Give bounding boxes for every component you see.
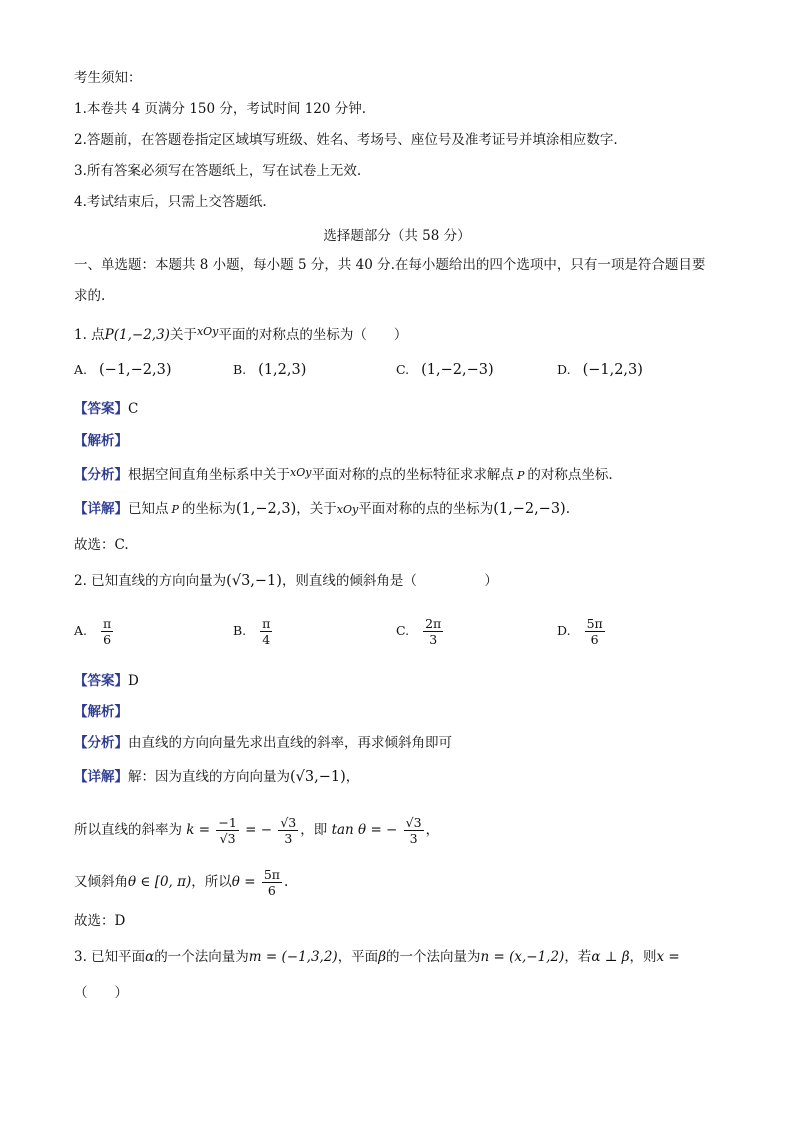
- q2-option-b[interactable]: [233, 616, 274, 647]
- section-intro-line1: 一、单选题：本题共 8 小题，每小题 5 分，共 40 分.在每小题给出的四个选项中，只有一项是符合题目要: [74, 257, 706, 273]
- frac-num: 2π: [425, 616, 442, 631]
- q1-detail-b: 的坐标为: [181, 501, 236, 517]
- q1-analysis-tag: [74, 432, 128, 450]
- q1-stem-b: 关于: [169, 327, 197, 343]
- q2-option-frac: [101, 616, 113, 647]
- q1-point: P(1,−2,3): [104, 327, 170, 343]
- q1-fenxi-b: 平面对称的点的坐标特征求求解点: [311, 467, 514, 483]
- q1-detail-e: .: [565, 501, 571, 517]
- detail-tag: 【详解】: [74, 501, 128, 517]
- frac-den: 3: [278, 830, 298, 846]
- q3-stem-e: ，若: [564, 949, 592, 965]
- q1-fenxi: [74, 464, 613, 485]
- q2-angle-b: ，所以: [191, 874, 232, 890]
- q2-angle-a: 又倾斜角: [74, 874, 128, 890]
- q1-option-label: A.: [74, 362, 88, 377]
- q2-option-c[interactable]: [396, 616, 445, 647]
- section-intro-line2: 求的.: [74, 288, 106, 304]
- notice-item-2: 2.答题前，在答题卷指定区域填写班级、姓名、考场号、座位号及准考证号并填涂相应数字.: [74, 132, 618, 148]
- frac-num: 5π: [586, 616, 603, 631]
- frac-den: 6: [585, 631, 605, 647]
- q2-slope-a: 所以直线的斜率为: [74, 822, 182, 838]
- q2-slope-frac2: [278, 815, 298, 846]
- frac-num: π: [262, 616, 271, 631]
- q1-option-value: (1,2,3): [258, 362, 307, 378]
- frac-num: √3: [405, 815, 422, 830]
- q3-stem-c: ，平面: [337, 949, 379, 965]
- q2-slope-line: [74, 812, 439, 848]
- q2-answer: [74, 672, 139, 690]
- q1-option-label: B.: [233, 362, 247, 377]
- q3-beta: β: [378, 949, 386, 965]
- q2-slope-frac1: [216, 815, 238, 846]
- q3-alpha: α: [145, 949, 155, 965]
- frac-num: √3: [280, 815, 297, 830]
- answer-tag: 【答案】: [74, 401, 128, 417]
- q2-detail: [74, 768, 359, 786]
- q2-tan: tan θ = −: [331, 822, 398, 838]
- frac-den: √3: [216, 830, 238, 846]
- notice-item-1: 1.本卷共 4 页满分 150 分，考试时间 120 分钟.: [74, 101, 367, 117]
- q1-fenxi-p: P: [516, 469, 525, 482]
- q1-option-b[interactable]: [233, 362, 306, 378]
- q2-option-d[interactable]: [557, 616, 607, 647]
- q1-fenxi-a: 根据空间直角坐标系中关于: [128, 467, 290, 483]
- q2-answer-value: D: [128, 673, 139, 689]
- fenxi-tag: 【分析】: [74, 467, 128, 483]
- q2-slope-b: ，即: [300, 822, 328, 838]
- q3-stem-b: 的一个法向量为: [154, 949, 249, 965]
- q3-blank: （ ）: [74, 985, 128, 1001]
- q2-analysis-tag: [74, 703, 128, 721]
- q2-option-a[interactable]: [74, 616, 115, 647]
- q2-detail-a: 解：因为直线的方向向量为: [128, 769, 290, 785]
- q2-option-label: B.: [233, 623, 247, 638]
- q2-stem-a: 2. 已知直线的方向向量为: [74, 573, 227, 589]
- q2-choose: 故选：D: [74, 913, 126, 929]
- q1-option-label: C.: [396, 362, 410, 377]
- q2-fenxi: [74, 734, 452, 752]
- q2-detail-vector: (√3,−1): [290, 769, 346, 785]
- q2-stem-b: ，则直线的倾斜角是（ ）: [281, 573, 498, 589]
- q2-vector: (√3,−1): [226, 573, 282, 589]
- q2-slope-eq: = −: [245, 822, 273, 838]
- q1-stem: [74, 323, 407, 344]
- q2-slope-c: ，: [425, 822, 440, 838]
- q2-angle-frac: [262, 867, 282, 898]
- q1-detail-c: ，关于: [296, 501, 337, 517]
- section-heading: 选择题部分（共 58 分）: [323, 228, 471, 244]
- q3-stem: [74, 948, 680, 966]
- q1-plane: xOy: [196, 325, 219, 338]
- q2-option-frac: [585, 616, 605, 647]
- frac-num: 5π: [263, 867, 280, 882]
- q1-detail-result: (1,−2,−3): [493, 501, 566, 517]
- frac-den: 3: [404, 830, 424, 846]
- frac-den: 3: [423, 631, 443, 647]
- detail-tag: 【详解】: [74, 769, 128, 785]
- q2-angle-line: [74, 864, 288, 900]
- q3-perp: α ⊥ β: [591, 949, 630, 965]
- q3-stem-a: 3. 已知平面: [74, 949, 146, 965]
- q2-option-frac: [260, 616, 272, 647]
- frac-den: 6: [262, 882, 282, 898]
- q1-choose: 故选：C.: [74, 537, 129, 553]
- q2-option-frac: [423, 616, 443, 647]
- q1-detail-plane: xOy: [336, 503, 359, 516]
- q1-option-value: (1,−2,−3): [421, 362, 494, 378]
- q1-detail-p: P: [171, 503, 179, 516]
- q2-option-label: A.: [74, 623, 88, 638]
- q1-option-d[interactable]: [557, 362, 643, 378]
- q3-m-vec: m = (−1,3,2): [248, 949, 338, 965]
- q1-detail: [74, 500, 570, 519]
- q1-stem-a: 1. 点: [74, 327, 105, 343]
- q1-detail-a: 已知点: [128, 501, 169, 517]
- frac-num: −1: [218, 815, 237, 830]
- q1-option-label: D.: [557, 362, 571, 377]
- q2-angle-eq: θ =: [231, 874, 256, 890]
- q2-detail-b: ，: [345, 769, 360, 785]
- notice-title: 考生须知：: [74, 70, 142, 86]
- q2-angle-c: .: [283, 874, 289, 890]
- q1-answer: [74, 400, 138, 418]
- q1-detail-coord: (1,−2,3): [235, 501, 297, 517]
- q3-stem-d: 的一个法向量为: [386, 949, 481, 965]
- analysis-tag: 【解析】: [74, 433, 128, 449]
- frac-den: 4: [260, 631, 272, 647]
- q3-n-vec: n = (x,−1,2): [480, 949, 565, 965]
- q2-slope-k: k =: [186, 822, 211, 838]
- q2-option-label: D.: [557, 623, 571, 638]
- q1-option-value: (−1,2,3): [582, 362, 643, 378]
- q2-tan-frac: [404, 815, 424, 846]
- q2-stem: [74, 572, 498, 590]
- q1-option-value: (−1,−2,3): [99, 362, 172, 378]
- frac-den: 6: [101, 631, 113, 647]
- q1-option-a[interactable]: [74, 362, 172, 378]
- q2-option-label: C.: [396, 623, 410, 638]
- frac-num: π: [103, 616, 112, 631]
- q1-fenxi-c: 的对称点坐标.: [527, 467, 613, 483]
- notice-item-3: 3.所有答案必须写在答题纸上，写在试卷上无效.: [74, 163, 362, 179]
- q2-fenxi-text: 由直线的方向向量先求出直线的斜率，再求倾斜角即可: [128, 735, 452, 751]
- q2-angle-range: θ ∈ [0, π): [128, 874, 192, 890]
- q1-fenxi-plane: xOy: [290, 466, 312, 479]
- answer-tag: 【答案】: [74, 673, 128, 689]
- q3-stem-f: ，则: [629, 949, 657, 965]
- q1-stem-c: 平面的对称点的坐标为（ ）: [218, 327, 408, 343]
- q1-detail-d: 平面对称的点的坐标为: [358, 501, 494, 517]
- analysis-tag: 【解析】: [74, 704, 128, 720]
- q1-option-c[interactable]: [396, 362, 494, 378]
- fenxi-tag: 【分析】: [74, 735, 128, 751]
- q3-x-eq: x =: [656, 949, 680, 965]
- notice-item-4: 4.考试结束后，只需上交答题纸.: [74, 194, 267, 210]
- q1-answer-value: C: [128, 401, 139, 417]
